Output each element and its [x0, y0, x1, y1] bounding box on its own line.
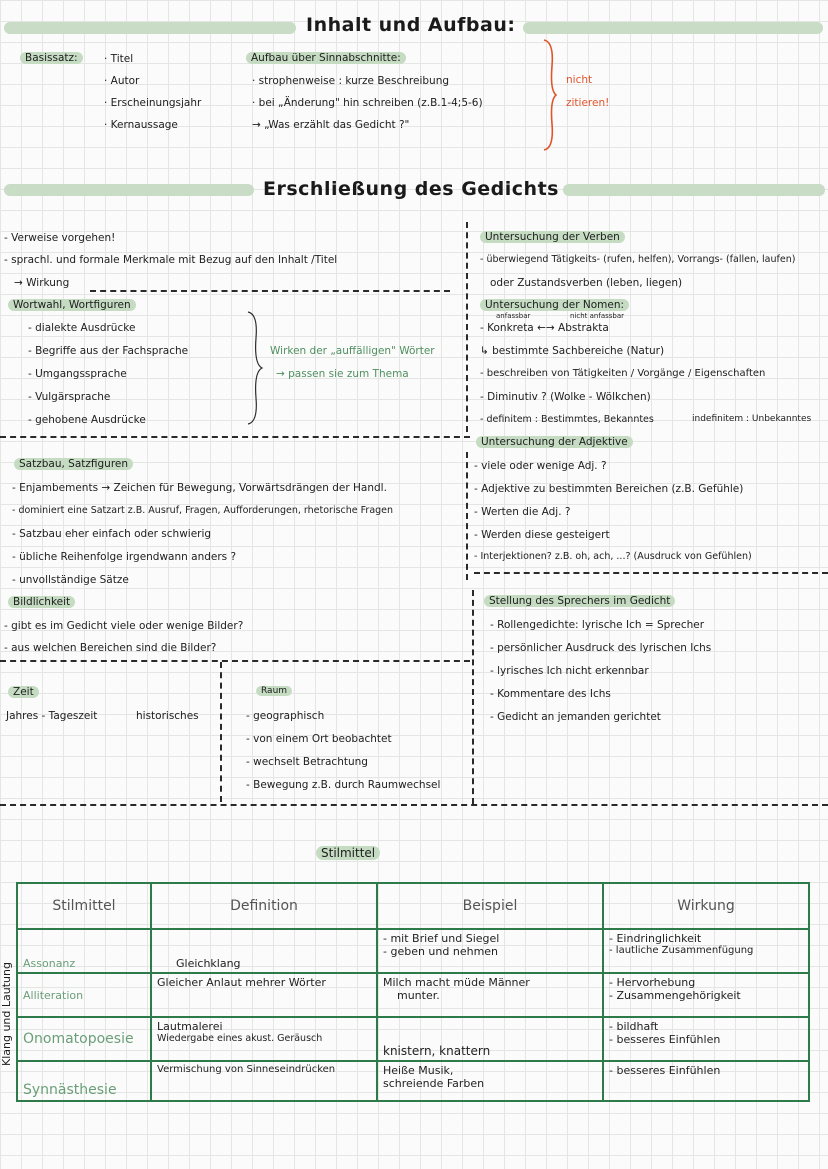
stilmittel-table: [16, 882, 810, 1102]
wortwahl-item: - Vulgärsprache: [28, 391, 111, 403]
divider: [466, 222, 468, 432]
stilmittel-beispiel: [377, 1017, 603, 1061]
adjektive-item: - Interjektionen? z.B. oh, ach, ...? (Ausdruck von Gefühlen): [474, 551, 752, 562]
stilmittel-name: Alliteration: [17, 973, 151, 1017]
divider: [220, 662, 222, 802]
column-header: Wirkung: [603, 883, 809, 929]
stilmittel-def: Gleicher Anlaut mehrer Wörter: [151, 973, 377, 1017]
stilmittel-wirkung: [603, 929, 809, 973]
stilmittel-name: Synnästhesie: [17, 1061, 151, 1101]
aufbau-item: · strophenweise : kurze Beschreibung: [252, 75, 450, 87]
nomen-item: - Diminutiv ? (Wolke - Wölkchen): [480, 391, 651, 403]
adjektive-item: - viele oder wenige Adj. ?: [474, 460, 607, 472]
raum-heading: Raum: [256, 686, 292, 696]
wirkung-line: - Eindringlichkeit: [609, 932, 702, 945]
def-line: Lautmalerei: [157, 1020, 223, 1033]
wortwahl-heading: Wortwahl, Wortfiguren: [8, 299, 136, 311]
wortwahl-note: Wirken der „auffälligen" Wörter: [270, 345, 435, 357]
verben-item: oder Zustandsverben (leben, liegen): [490, 277, 683, 289]
raum-item: - von einem Ort beobachtet: [246, 733, 392, 745]
wirkung-line: - Zusammengehörigkeit: [609, 989, 741, 1002]
nomen-item: ↳ bestimmte Sachbereiche (Natur): [480, 345, 665, 357]
nomen-item: - beschreiben von Tätigkeiten / Vorgänge / Eigenschaften: [480, 368, 766, 379]
wirkung-line: - bildhaft: [609, 1020, 659, 1033]
aufbau-heading: Aufbau über Sinnabschnitte:: [246, 52, 406, 64]
column-header: Beispiel: [377, 883, 603, 929]
nomen-heading: Untersuchung der Nomen:: [480, 299, 629, 311]
basissatz-item: · Titel: [104, 53, 134, 65]
wortwahl-item: - Begriffe aus der Fachsprache: [28, 345, 189, 357]
nicht-note: nicht: [566, 74, 593, 86]
wortwahl-note: → passen sie zum Thema: [276, 368, 409, 380]
column-header: Stilmittel: [17, 883, 151, 929]
stilmittel-beispiel: [377, 973, 603, 1017]
beispiel-line: Heiße Musik,: [383, 1064, 454, 1077]
aufbau-item: · bei „Änderung" hin schreiben (z.B.1-4;5-6): [252, 97, 483, 109]
stilmittel-wirkung: [603, 973, 809, 1017]
beispiel-line: Milch macht müde Männer: [383, 976, 530, 989]
satzbau-item: - Enjambements → Zeichen für Bewegung, Vorwärtsdrängen der Handl.: [12, 482, 387, 494]
raum-item: - wechselt Betrachtung: [246, 756, 368, 768]
basissatz-item: · Erscheinungsjahr: [104, 97, 202, 109]
adjektive-heading: Untersuchung der Adjektive: [476, 436, 633, 448]
stilmittel-title: Stilmittel: [316, 846, 380, 860]
wirkung-line: - Hervorhebung: [609, 976, 696, 989]
sprecher-item: - persönlicher Ausdruck des lyrischen Ichs: [490, 642, 712, 654]
brace-icon: [246, 310, 264, 426]
beispiel-line: munter.: [397, 989, 440, 1002]
verben-heading: Untersuchung der Verben: [480, 231, 625, 243]
zeit-item: historisches: [136, 710, 199, 722]
table-row: [17, 1017, 809, 1061]
nomen-small: nicht anfassbar: [570, 312, 625, 320]
sprecher-item: - Gedicht an jemanden gerichtet: [490, 711, 661, 723]
nomen-item: - Konkreta ←→ Abstrakta: [480, 322, 609, 334]
adjektive-item: - Werten die Adj. ?: [474, 506, 571, 518]
page-title: Inhalt und Aufbau:: [306, 14, 516, 36]
verben-item: - überwiegend Tätigkeits- (rufen, helfen), Vorrangs- (fallen, laufen): [480, 254, 796, 265]
wirkung-line: - besseres Einfühlen: [609, 1064, 721, 1077]
bildlichkeit-item: - aus welchen Bereichen sind die Bilder?: [4, 642, 217, 654]
brace-icon: [540, 38, 560, 152]
satzbau-item: - übliche Reihenfolge irgendwann anders ?: [12, 551, 237, 563]
beispiel-line: knistern, knattern: [383, 1044, 491, 1058]
stilmittel-beispiel: [377, 1061, 603, 1101]
zitieren-note: zitieren!: [566, 97, 610, 109]
stilmittel-name: Onomatopoesie: [17, 1017, 151, 1061]
raum-item: - Bewegung z.B. durch Raumwechsel: [246, 779, 441, 791]
wortwahl-item: - dialekte Ausdrücke: [28, 322, 136, 334]
section-title: Erschließung des Gedichts: [263, 178, 559, 200]
stilmittel-def: [151, 1017, 377, 1061]
intro-line: → Wirkung: [14, 277, 70, 289]
stilmittel-def: Gleichklang: [151, 929, 377, 973]
basissatz-item: · Kernaussage: [104, 119, 178, 131]
satzbau-item: - unvollständige Sätze: [12, 574, 129, 586]
adjektive-item: - Adjektive zu bestimmten Bereichen (z.B. Gefühle): [474, 483, 744, 495]
satzbau-item: - Satzbau eher einfach oder schwierig: [12, 528, 212, 540]
stilmittel-wirkung: [603, 1017, 809, 1061]
beispiel-line: schreiende Farben: [383, 1077, 485, 1090]
intro-line: - sprachl. und formale Merkmale mit Bezug auf den Inhalt /Titel: [4, 254, 338, 266]
raum-item: - geographisch: [246, 710, 325, 722]
table-row: [17, 973, 809, 1017]
zeit-item: Jahres - Tageszeit: [6, 710, 98, 722]
intro-line: - Verweise vorgehen!: [4, 232, 116, 244]
adjektive-item: - Werden diese gesteigert: [474, 529, 610, 541]
zeit-heading: Zeit: [8, 686, 39, 698]
bildlichkeit-item: - gibt es im Gedicht viele oder wenige Bilder?: [4, 620, 244, 632]
table-header-row: [17, 883, 809, 929]
beispiel-line: - geben und nehmen: [383, 945, 499, 958]
table-row: [17, 1061, 809, 1101]
column-header: Definition: [151, 883, 377, 929]
stilmittel-beispiel: [377, 929, 603, 973]
def-line: Wiedergabe eines akust. Geräusch: [157, 1033, 323, 1044]
wortwahl-item: - gehobene Ausdrücke: [28, 414, 146, 426]
wortwahl-item: - Umgangssprache: [28, 368, 127, 380]
divider: [472, 590, 474, 804]
satzbau-item: - dominiert eine Satzart z.B. Ausruf, Fragen, Aufforderungen, rhetorische Fragen: [12, 505, 394, 516]
sprecher-item: - lyrisches Ich nicht erkennbar: [490, 665, 649, 677]
sprecher-heading: Stellung des Sprechers im Gedicht: [484, 595, 675, 607]
bildlichkeit-heading: Bildlichkeit: [8, 596, 75, 608]
aufbau-item: → „Was erzählt das Gedicht ?": [252, 119, 410, 131]
wirkung-line: - besseres Einfühlen: [609, 1033, 721, 1046]
stilmittel-def: Vermischung von Sinneseindrücken: [151, 1061, 377, 1101]
stilmittel-wirkung: [603, 1061, 809, 1101]
beispiel-line: - mit Brief und Siegel: [383, 932, 500, 945]
sprecher-item: - Rollengedichte: lyrische Ich = Sprecher: [490, 619, 705, 631]
satzbau-heading: Satzbau, Satzfiguren: [14, 458, 133, 470]
stilmittel-name: Assonanz: [17, 929, 151, 973]
nomen-small: anfassbar: [496, 312, 531, 320]
basissatz-label: Basissatz:: [20, 52, 83, 64]
side-label: Klang und Lautung: [0, 962, 13, 1066]
basissatz-item: · Autor: [104, 75, 140, 87]
nomen-item: - definitem : Bestimmtes, Bekanntes: [480, 414, 654, 425]
wirkung-line: - lautliche Zusammenfügung: [609, 945, 754, 956]
sprecher-item: - Kommentare des Ichs: [490, 688, 611, 700]
nomen-item: indefinitem : Unbekanntes: [692, 414, 812, 424]
divider: [466, 452, 468, 580]
table-row: [17, 929, 809, 973]
